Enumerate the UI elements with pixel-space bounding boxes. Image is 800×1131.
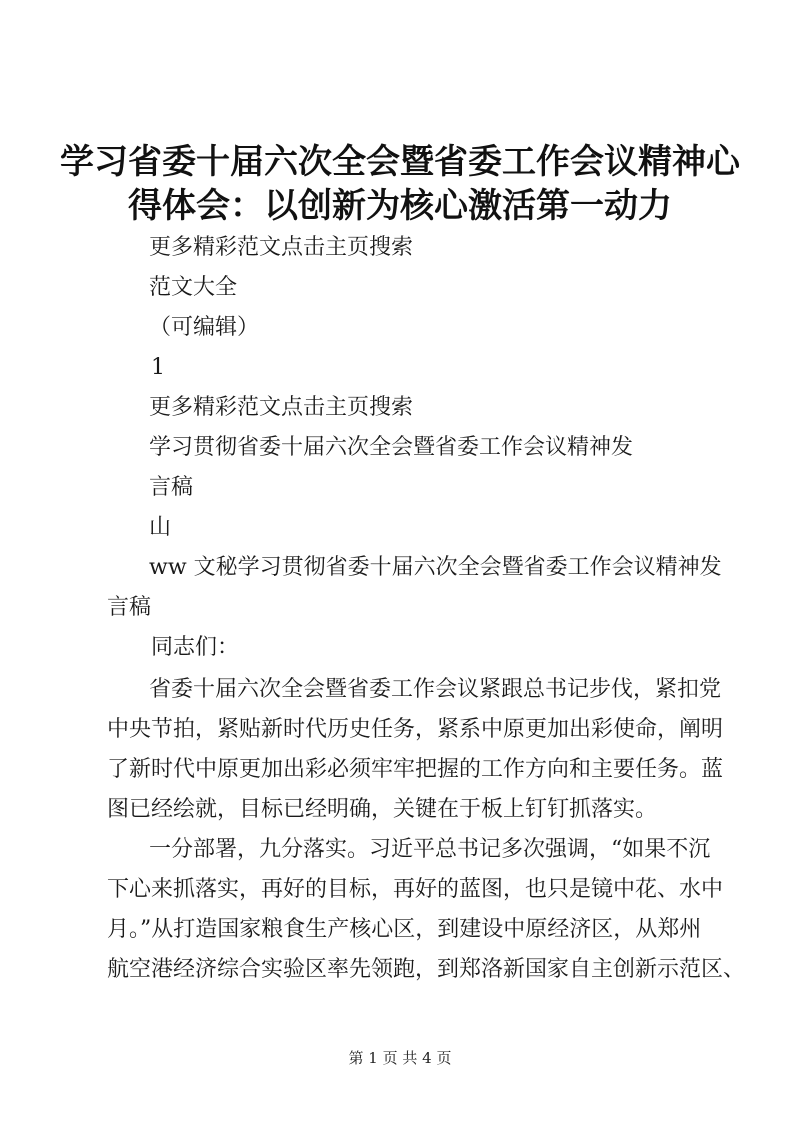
paragraph-line: 一分部署，九分落实。习近平总书记多次强调，“如果不沉 bbox=[149, 837, 711, 862]
subtitle-line-1: ww 文秘学习贯彻省委十届六次全会暨省委工作会议精神发 bbox=[149, 555, 722, 580]
header-line: 1 bbox=[151, 355, 165, 380]
paragraph-line: 月。”从打造国家粮食生产核心区，到建设中原经济区，从郑州 bbox=[107, 917, 702, 942]
header-line: 山 bbox=[149, 515, 172, 540]
paragraph-2 bbox=[107, 830, 746, 990]
header-line: （可编辑） bbox=[149, 315, 260, 340]
page-number-footer: 第 1 页 共 4 页 bbox=[348, 1049, 452, 1067]
greeting: 同志们： bbox=[151, 635, 240, 660]
paragraph-1 bbox=[107, 670, 724, 830]
paragraph-line: 下心来抓落实，再好的目标，再好的蓝图，也只是镜中花、水中 bbox=[107, 877, 724, 902]
header-line: 更多精彩范文点击主页搜索 bbox=[149, 395, 414, 420]
subtitle-line-2: 言稿 bbox=[107, 595, 152, 620]
header-line: 范文大全 bbox=[149, 275, 238, 300]
paragraph-line: 省委十届六次全会暨省委工作会议紧跟总书记步伐，紧扣党 bbox=[149, 677, 722, 702]
paragraph-line: 航空港经济综合实验区率先领跑，到郑洛新国家自主创新示范区、 bbox=[107, 957, 746, 982]
document-title-line-2: 得体会：以创新为核心激活第一动力 bbox=[128, 186, 672, 226]
paragraph-line: 了新时代中原更加出彩必须牢牢把握的工作方向和主要任务。蓝 bbox=[107, 757, 724, 782]
header-line: 学习贯彻省委十届六次全会暨省委工作会议精神发 bbox=[149, 435, 634, 460]
header-line: 更多精彩范文点击主页搜索 bbox=[149, 235, 414, 260]
header-line: 言稿 bbox=[149, 475, 194, 500]
paragraph-line: 中央节拍，紧贴新时代历史任务，紧系中原更加出彩使命，阐明 bbox=[107, 717, 724, 742]
document-title-line-1: 学习省委十届六次全会暨省委工作会议精神心 bbox=[60, 142, 740, 182]
paragraph-line: 图已经绘就，目标已经明确，关键在于板上钉钉抓落实。 bbox=[107, 797, 658, 822]
